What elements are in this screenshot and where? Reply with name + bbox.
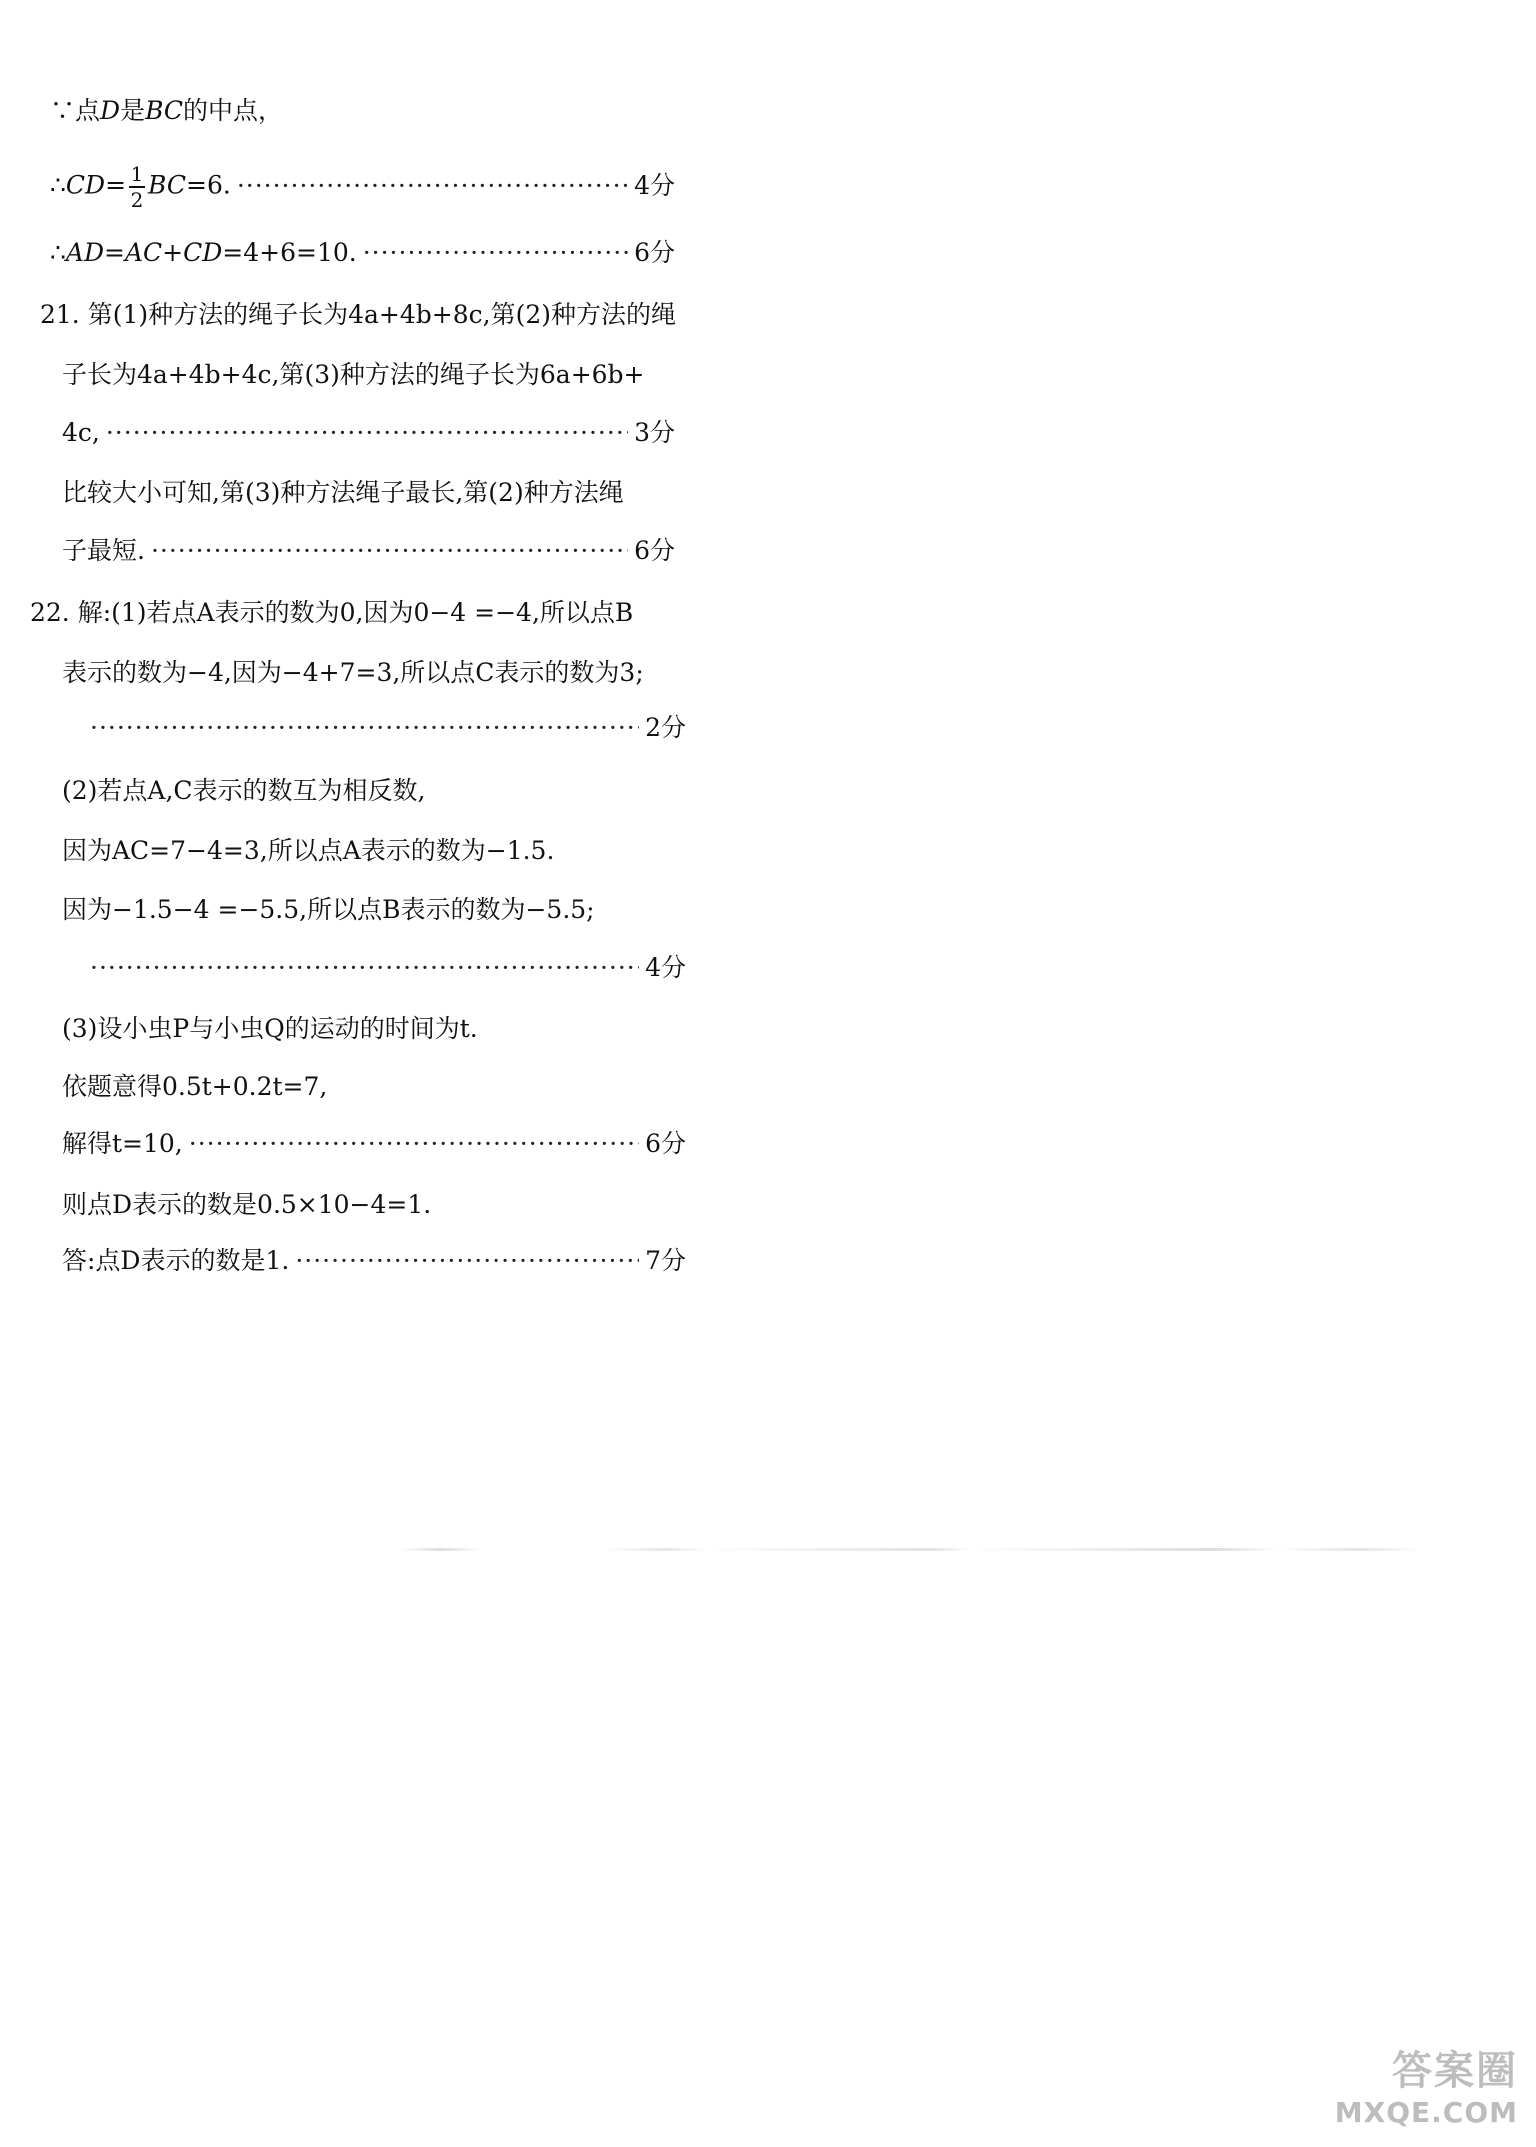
score: 4分 bbox=[634, 170, 675, 200]
text: = bbox=[105, 170, 127, 200]
p22-line-12-text: 答:点D表示的数是1. bbox=[62, 1246, 290, 1275]
watermark-logo: 答案圈 bbox=[1392, 2048, 1518, 2094]
p22-line-11: 则点D表示的数是0.5×10−4=1. bbox=[62, 1190, 432, 1219]
score: 2分 bbox=[645, 713, 686, 742]
text: =4+6=10. bbox=[222, 238, 357, 267]
leader-dots bbox=[237, 173, 628, 198]
p22-line-1: 22. 解:(1)若点A表示的数为0,因为0−4 =−4,所以点B bbox=[30, 598, 634, 627]
var: AD bbox=[65, 238, 105, 267]
text: ∴ bbox=[50, 238, 66, 267]
p20-line-2 bbox=[50, 164, 675, 210]
leader-dots bbox=[106, 420, 628, 445]
var: AC bbox=[124, 238, 163, 267]
leader-dots bbox=[363, 240, 628, 265]
fraction bbox=[129, 164, 145, 210]
score: 3分 bbox=[634, 418, 675, 447]
p20-line-2-text bbox=[50, 164, 231, 210]
p21-line-3 bbox=[62, 420, 675, 445]
p20-line-1 bbox=[50, 98, 283, 123]
p21-line-3-text: 4c, bbox=[62, 418, 100, 447]
var: BC bbox=[145, 96, 184, 125]
leader-dots bbox=[90, 715, 639, 740]
p22-line-9: 依题意得0.5t+0.2t=7, bbox=[62, 1072, 328, 1101]
watermark bbox=[1335, 2039, 1518, 2129]
numerator: 1 bbox=[130, 162, 144, 186]
p22-line-5: 因为AC=7−4=3,所以点A表示的数为−1.5. bbox=[62, 836, 555, 865]
score: 4分 bbox=[645, 953, 686, 982]
scan-artifact-line bbox=[400, 1548, 1420, 1551]
text: =6. bbox=[186, 170, 231, 200]
p21-line-2: 子长为4a+4b+4c,第(3)种方法的绳子长为6a+6b+ bbox=[62, 360, 645, 389]
text: ∴ bbox=[50, 170, 66, 200]
var: CD bbox=[65, 170, 106, 200]
var: CD bbox=[183, 238, 223, 267]
p22-line-10-text: 解得t=10, bbox=[62, 1129, 183, 1158]
score: 6分 bbox=[645, 1129, 686, 1158]
p21-line-4: 比较大小可知,第(3)种方法绳子最长,第(2)种方法绳 bbox=[62, 478, 624, 507]
p22-line-3 bbox=[84, 715, 686, 740]
p20-line-3-text bbox=[50, 240, 357, 265]
p22-line-8: (3)设小虫P与小虫Q的运动的时间为t. bbox=[62, 1014, 478, 1043]
score: 6分 bbox=[634, 536, 675, 565]
score: 7分 bbox=[645, 1246, 686, 1275]
p21-line-5-text: 子最短. bbox=[62, 536, 145, 565]
p21-line-1: 21. 第(1)种方法的绳子长为4a+4b+8c,第(2)种方法的绳 bbox=[40, 300, 676, 329]
denominator: 2 bbox=[130, 188, 144, 212]
leader-dots bbox=[295, 1248, 639, 1273]
leader-dots bbox=[151, 538, 628, 563]
text: = bbox=[104, 238, 125, 267]
p20-line-3 bbox=[50, 240, 675, 265]
p22-line-10 bbox=[62, 1131, 686, 1156]
leader-dots bbox=[90, 955, 639, 980]
text: ∵点 bbox=[50, 96, 101, 125]
text: + bbox=[162, 238, 184, 267]
watermark-url: MXQE.COM bbox=[1334, 2096, 1518, 2129]
text: 的中点， bbox=[183, 96, 284, 125]
var: D bbox=[100, 96, 121, 125]
score: 6分 bbox=[634, 238, 675, 267]
text: 是 bbox=[120, 96, 146, 125]
p22-line-7 bbox=[84, 955, 686, 980]
p22-line-12 bbox=[62, 1248, 686, 1273]
var: BC bbox=[148, 170, 187, 200]
p22-line-4: (2)若点A,C表示的数互为相反数, bbox=[62, 776, 426, 805]
p21-line-5 bbox=[62, 538, 675, 563]
leader-dots bbox=[189, 1131, 639, 1156]
p22-line-6: 因为−1.5−4 =−5.5,所以点B表示的数为−5.5; bbox=[62, 895, 595, 924]
p22-line-2: 表示的数为−4,因为−4+7=3,所以点C表示的数为3; bbox=[62, 658, 644, 687]
